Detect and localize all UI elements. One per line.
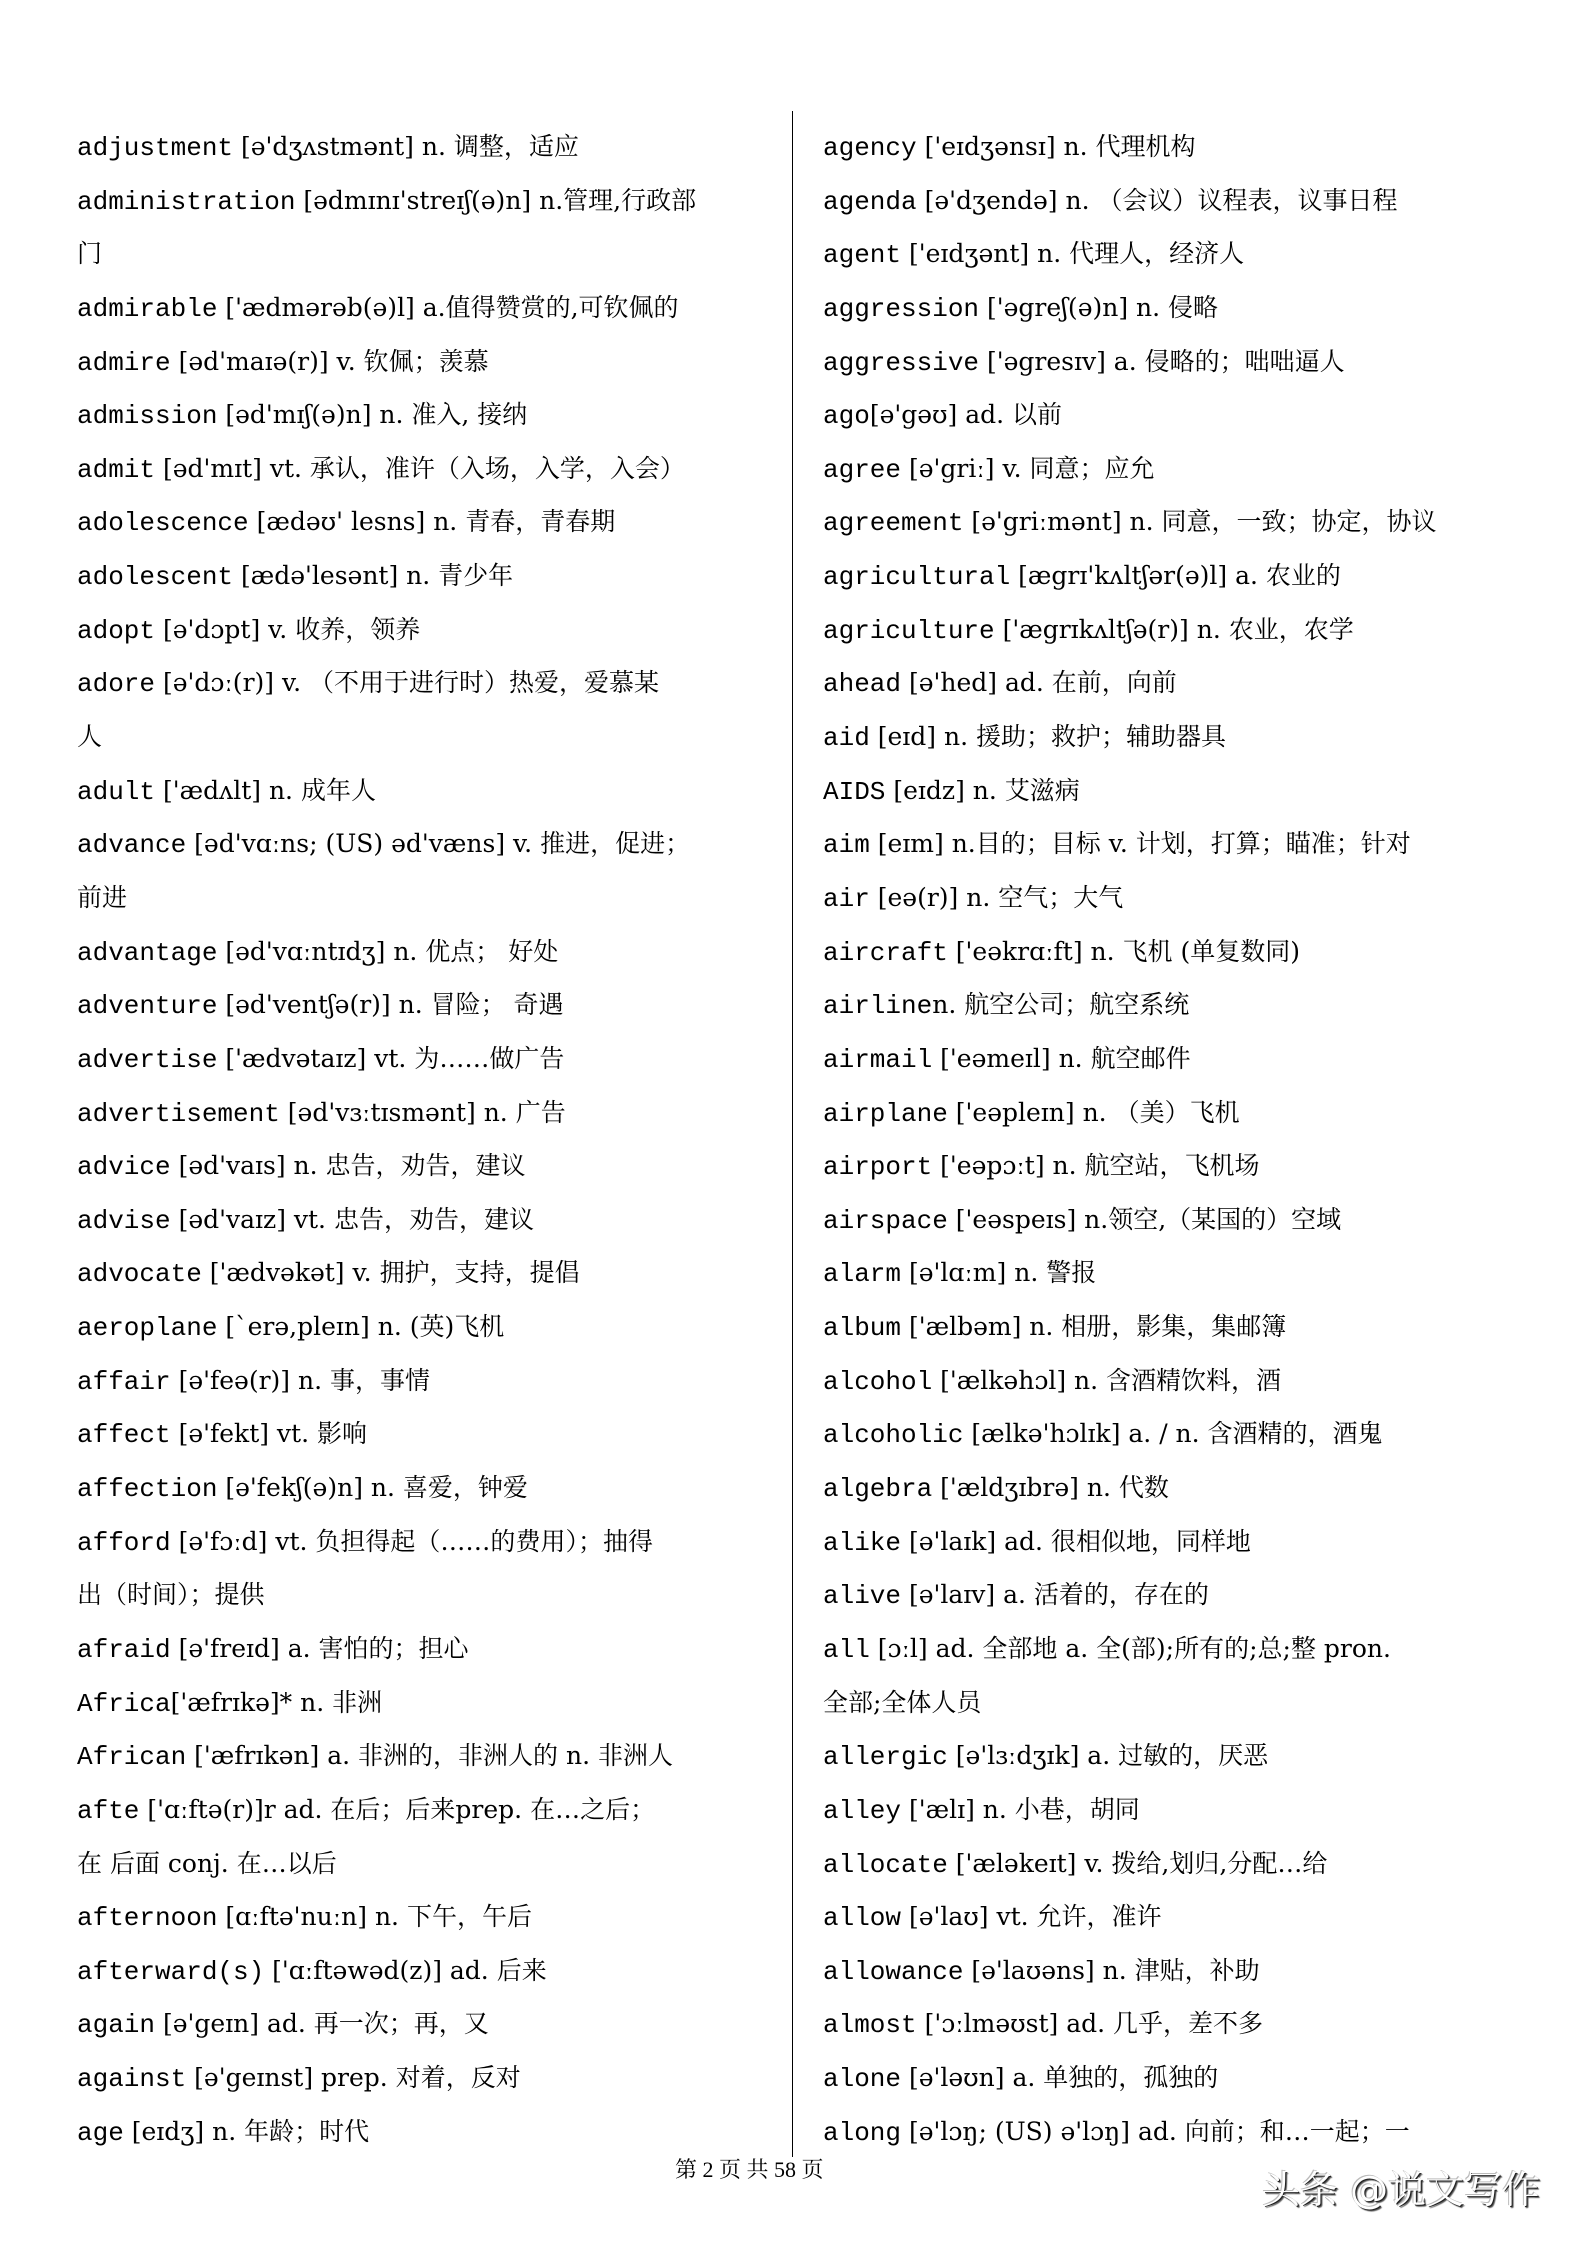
headword: airmail [823, 1044, 933, 1075]
definition: 人 [77, 722, 103, 752]
definition: [ə'dɔː(r)] v. （不用于进行时）热爱，爱慕某 [155, 668, 660, 698]
definition: [`erə,pleɪn] n. (英)飞机 [217, 1312, 505, 1342]
vocab-entry [77, 335, 777, 389]
definition: ['æfrɪkən] a. 非洲的，非洲人的 n. 非洲人 [186, 1741, 673, 1771]
headword: alarm [823, 1259, 902, 1290]
vocab-entry [77, 495, 777, 549]
headword: allow [823, 1903, 902, 1934]
headword: air [823, 883, 870, 914]
definition: [ə'dɔpt] v. 收养，领养 [155, 614, 421, 644]
headword: afford [77, 1527, 171, 1558]
vocab-entry [77, 656, 777, 710]
definition: 出（时间）；提供 [77, 1580, 265, 1610]
definition: 前进 [77, 882, 128, 912]
vocab-entry [77, 2105, 777, 2159]
definition: n. 航空公司；航空系统 [932, 990, 1190, 1020]
column-divider [792, 111, 793, 2157]
definition: 门 [77, 239, 103, 269]
headword: algebra [823, 1474, 933, 1505]
vocab-entry [77, 764, 777, 818]
headword: allocate [823, 1849, 948, 1880]
headword: advice [77, 1152, 171, 1183]
vocab-entry [823, 442, 1563, 496]
vocab-entry [823, 1407, 1563, 1461]
headword: administration [77, 186, 296, 217]
definition: 全部;全体人员 [823, 1687, 982, 1717]
headword: all [823, 1634, 870, 1665]
definition: ['ædʌlt] n. 成年人 [155, 775, 376, 805]
vocab-entry [823, 871, 1563, 925]
definition: [ɔːl] ad. 全部地 a. 全(部);所有的;总;整 pron. [869, 1633, 1391, 1663]
vocab-entry-continuation [77, 227, 777, 281]
vocab-entry [823, 817, 1563, 871]
definition: ['ælɪ] n. 小巷，胡同 [901, 1794, 1140, 1824]
headword: agriculture [823, 615, 995, 646]
definition: ['ɑːftə(r)]r ad. 在后；后来prep. 在…之后； [139, 1794, 656, 1824]
headword: almost [823, 2010, 917, 2041]
vocab-entry [823, 1568, 1563, 1622]
definition: [ə'lɔŋ; (US) ə'lɔŋ] ad. 向前；和…一起；一 [901, 2116, 1410, 2146]
headword: allergic [823, 1742, 948, 1773]
definition: [ə'lɜːdʒɪk] a. 过敏的，厌恶 [947, 1741, 1269, 1771]
vocab-entry [77, 1729, 777, 1783]
headword: admire [77, 347, 171, 378]
definition: [ədmɪnɪ'streɪʃ(ə)n] n.管理,行政部 [295, 185, 697, 215]
vocab-entry [77, 1461, 777, 1515]
vocab-entry [77, 1783, 777, 1837]
definition: [ə'ləʊn] a. 单独的，孤独的 [901, 2063, 1219, 2093]
vocab-entry [77, 281, 777, 335]
definition: ['eɪdʒənt] n. 代理人，经济人 [901, 239, 1245, 269]
definition: [ə'gəʊ] ad. 以前 [869, 400, 1063, 430]
definition: ['ældʒɪbrə] n. 代数 [932, 1473, 1169, 1503]
definition: ['eəspeɪs] n.领空,（某国的）空域 [947, 1204, 1342, 1234]
headword: again [77, 2010, 156, 2041]
headword: affect [77, 1420, 171, 1451]
headword: advocate [77, 1259, 202, 1290]
vocab-entry-continuation [77, 871, 777, 925]
vocab-entry [823, 1729, 1563, 1783]
vocab-entry-continuation [77, 1568, 777, 1622]
headword: adventure [77, 991, 218, 1022]
definition: [ə'hed] ad. 在前，向前 [901, 668, 1177, 698]
vocab-entry [77, 442, 777, 496]
headword: aircraft [823, 937, 948, 968]
vocab-entry [77, 978, 777, 1032]
definition: [ædə'lesənt] n. 青少年 [233, 561, 514, 591]
headword: alike [823, 1527, 902, 1558]
headword: advertise [77, 1044, 218, 1075]
headword: alcohol [823, 1366, 933, 1397]
definition: [əd'ventʃə(r)] n. 冒险； 奇遇 [217, 990, 564, 1020]
definition: [ə'dʒendə] n. （会议）议程表，议事日程 [916, 185, 1398, 215]
headword: ago [823, 401, 870, 432]
headword: adult [77, 776, 156, 807]
vocab-entry-continuation [77, 710, 777, 764]
headword: advantage [77, 937, 218, 968]
vocab-entry [77, 1407, 777, 1461]
vocab-entry [823, 1193, 1563, 1247]
vocab-entry [823, 1300, 1563, 1354]
definition: [əd'mɪʃ(ə)n] n. 准入, 接纳 [217, 400, 528, 430]
vocab-entry [77, 2051, 777, 2105]
vocab-entry [823, 603, 1563, 657]
definition: [ə'griːmənt] n. 同意，一致；协定，协议 [963, 507, 1437, 537]
headword: adjustment [77, 133, 234, 163]
definition: [əd'mɪt] vt. 承认，准许（入场，入学，入会） [155, 453, 685, 483]
vocab-entry [823, 388, 1563, 442]
vocab-entry [77, 603, 777, 657]
vocab-entry [77, 120, 777, 174]
headword: age [77, 2117, 124, 2148]
vocab-entry [77, 1032, 777, 1086]
vocab-entry [77, 1086, 777, 1140]
headword: afraid [77, 1634, 171, 1665]
vocab-entry [823, 1461, 1563, 1515]
headword: alive [823, 1581, 902, 1612]
definition: ['eəpleɪn] n. （美）飞机 [947, 1097, 1240, 1127]
vocab-entry [823, 281, 1563, 335]
vocab-entry [77, 1676, 777, 1730]
headword: agenda [823, 186, 917, 217]
vocab-entry [823, 1246, 1563, 1300]
definition: [ə'laʊəns] n. 津贴，补助 [963, 1955, 1260, 1985]
headword: agreement [823, 508, 964, 539]
headword: affair [77, 1366, 171, 1397]
definition: 在 后面 conj. 在…以后 [77, 1848, 337, 1878]
vocab-entry [77, 388, 777, 442]
headword: agency [823, 133, 917, 163]
vocab-entry [77, 1944, 777, 1998]
vocab-entry [77, 174, 777, 228]
headword: afte [77, 1795, 140, 1826]
headword: aid [823, 723, 870, 754]
vocab-entry [77, 1300, 777, 1354]
definition: [ælkə'hɔlɪk] a. / n. 含酒精的，酒鬼 [963, 1419, 1383, 1449]
headword: advise [77, 1205, 171, 1236]
headword: adolescent [77, 562, 234, 593]
headword: allowance [823, 1956, 964, 1987]
headword: African [77, 1742, 187, 1773]
definition: [eɪdz] n. 艾滋病 [885, 775, 1080, 805]
definition: [eə(r)] n. 空气；大气 [869, 882, 1124, 912]
headword: adopt [77, 615, 156, 646]
vocab-entry [77, 1622, 777, 1676]
headword: agree [823, 454, 902, 485]
vocab-entry [823, 1997, 1563, 2051]
definition: [eɪdʒ] n. 年龄；时代 [123, 2116, 370, 2146]
definition: [ə'laʊ] vt. 允许，准许 [901, 1902, 1162, 1932]
headword: admit [77, 454, 156, 485]
definition: [ə'geɪn] ad. 再一次；再，又 [155, 2009, 489, 2039]
vocab-entry [823, 710, 1563, 764]
vocab-entry [823, 2105, 1563, 2159]
definition: [ə'fɔːd] vt. 负担得起（……的费用）；抽得 [170, 1526, 653, 1556]
definition: [əd'vaɪs] n. 忠告，劝告，建议 [170, 1151, 526, 1181]
headword: admirable [77, 293, 218, 324]
vocab-entry [823, 227, 1563, 281]
definition: ['əgreʃ(ə)n] n. 侵略 [979, 292, 1219, 322]
definition: ['æləkeɪt] v. 拨给,划归,分配…给 [947, 1848, 1328, 1878]
vocab-entry [823, 174, 1563, 228]
vocab-entry [823, 1837, 1563, 1891]
definition: [ə'laɪv] a. 活着的，存在的 [901, 1580, 1209, 1610]
vocab-entry [77, 1890, 777, 1944]
headword: aggression [823, 293, 980, 324]
headword: aim [823, 830, 870, 861]
vocab-entry [823, 764, 1563, 818]
headword: aeroplane [77, 1313, 218, 1344]
definition: ['ædvəkət] v. 拥护，支持，提倡 [201, 1258, 580, 1288]
headword: adore [77, 669, 156, 700]
headword: agent [823, 240, 902, 271]
vocab-entry [823, 1783, 1563, 1837]
headword: alley [823, 1795, 902, 1826]
vocab-entry-continuation [77, 1837, 777, 1891]
vocab-entry [77, 1246, 777, 1300]
definition: [ə'dʒʌstmənt] n. 调整，适应 [233, 132, 579, 161]
definition: [ædəʊ' lesns] n. 青春，青春期 [248, 507, 616, 537]
vocab-entry [823, 495, 1563, 549]
vocab-entry [823, 1139, 1563, 1193]
definition: [ə'fekʃ(ə)n] n. 喜爱，钟爱 [217, 1473, 528, 1503]
vocab-entry [823, 549, 1563, 603]
definition: ['ælkəhɔl] n. 含酒精饮料，酒 [932, 1365, 1282, 1395]
headword: admission [77, 401, 218, 432]
vocab-entry [823, 978, 1563, 1032]
headword: along [823, 2117, 902, 2148]
headword: advertisement [77, 1098, 280, 1129]
vocab-entry-continuation [823, 1676, 1563, 1730]
vocab-entry [77, 1997, 777, 2051]
definition: [ægrɪ'kʌltʃər(ə)l] a. 农业的 [1010, 561, 1341, 591]
definition: [əd'vɑːntɪdʒ] n. 优点； 好处 [217, 936, 559, 966]
definition: [ɑːftə'nuːn] n. 下午，午后 [217, 1902, 532, 1932]
definition: ['eəmeɪl] n. 航空邮件 [932, 1043, 1191, 1073]
vocab-entry [823, 120, 1563, 174]
definition: ['ædmərəb(ə)l] a.值得赞赏的,可钦佩的 [217, 292, 679, 322]
definition: ['ɑːftəwəd(z)] ad. 后来 [264, 1955, 547, 1985]
definition: [ə'griː] v. 同意；应允 [901, 453, 1155, 483]
headword: airline [823, 991, 933, 1022]
vocab-entry [77, 925, 777, 979]
definition: [əd'vɜːtɪsmənt] n. 广告 [279, 1097, 566, 1127]
definition: [əd'vɑːns; (US) əd'væns] v. 推进，促进； [186, 829, 691, 859]
headword: Africa [77, 1688, 171, 1719]
definition: ['eəpɔːt] n. 航空站，飞机场 [932, 1151, 1260, 1181]
vocab-entry [823, 1890, 1563, 1944]
vocab-entry [823, 1944, 1563, 1998]
headword: alcoholic [823, 1420, 964, 1451]
headword: afterward(s) [77, 1956, 265, 1987]
vocab-entry [77, 817, 777, 871]
vocab-entry [823, 1515, 1563, 1569]
headword: advance [77, 830, 187, 861]
definition: [ə'fekt] vt. 影响 [170, 1419, 367, 1449]
headword: affection [77, 1474, 218, 1505]
definition: ['ægrɪkʌltʃə(r)] n. 农业，农学 [994, 614, 1354, 644]
headword: adolescence [77, 508, 249, 539]
page-number-footer: 第 2 页 共 58 页 [675, 2157, 824, 2182]
vocab-entry [77, 1193, 777, 1247]
vocab-entry [77, 1515, 777, 1569]
vocab-entry [823, 1354, 1563, 1408]
definition: ['ædvətaɪz] vt. 为……做广告 [217, 1043, 565, 1073]
definition: ['ælbəm] n. 相册，影集，集邮簿 [901, 1312, 1287, 1342]
vocab-entry [823, 335, 1563, 389]
vocab-entry [823, 656, 1563, 710]
definition: ['eəkrɑːft] n. 飞机 (单复数同) [947, 936, 1300, 966]
definition: [ə'freɪd] a. 害怕的；担心 [170, 1633, 469, 1663]
vocab-entry [77, 549, 777, 603]
right-column [823, 120, 1563, 2158]
definition: [əd'vaɪz] vt. 忠告，劝告，建议 [170, 1204, 534, 1234]
vocab-entry [823, 1032, 1563, 1086]
headword: album [823, 1313, 902, 1344]
left-column [77, 120, 777, 2158]
watermark: 头条 @说文写作 [1262, 2168, 1541, 2212]
definition: [ə'feə(r)] n. 事，事情 [170, 1365, 430, 1395]
definition: [eɪd] n. 援助；救护；辅助器具 [869, 722, 1227, 752]
headword: airspace [823, 1205, 948, 1236]
vocab-entry [77, 1354, 777, 1408]
definition: ['əgresɪv] a. 侵略的；咄咄逼人 [979, 346, 1345, 376]
vocab-entry [823, 1622, 1563, 1676]
headword: aggressive [823, 347, 980, 378]
headword: ahead [823, 669, 902, 700]
definition: [ə'laɪk] ad. 很相似地，同样地 [901, 1526, 1251, 1556]
headword: alone [823, 2064, 902, 2095]
vocab-entry [823, 925, 1563, 979]
headword: airport [823, 1152, 933, 1183]
vocab-entry [823, 1086, 1563, 1140]
definition: ['eɪdʒənsɪ] n. 代理机构 [916, 132, 1196, 161]
definition: [əd'maɪə(r)] v. 钦佩；羡慕 [170, 346, 489, 376]
headword: agricultural [823, 562, 1011, 593]
definition: ['ɔːlməʊst] ad. 几乎，差不多 [916, 2009, 1264, 2039]
definition: [ə'lɑːm] n. 警报 [901, 1258, 1097, 1288]
headword: afternoon [77, 1903, 218, 1934]
headword: against [77, 2064, 187, 2095]
vocab-entry [77, 1139, 777, 1193]
definition: ['æfrɪkə]* n. 非洲 [170, 1687, 383, 1717]
definition: [ə'geɪnst] prep. 对着，反对 [186, 2063, 521, 2093]
headword: AIDS [823, 776, 886, 807]
vocab-entry [823, 2051, 1563, 2105]
definition: [eɪm] n.目的；目标 v. 计划，打算；瞄准；针对 [869, 829, 1411, 859]
headword: airplane [823, 1098, 948, 1129]
